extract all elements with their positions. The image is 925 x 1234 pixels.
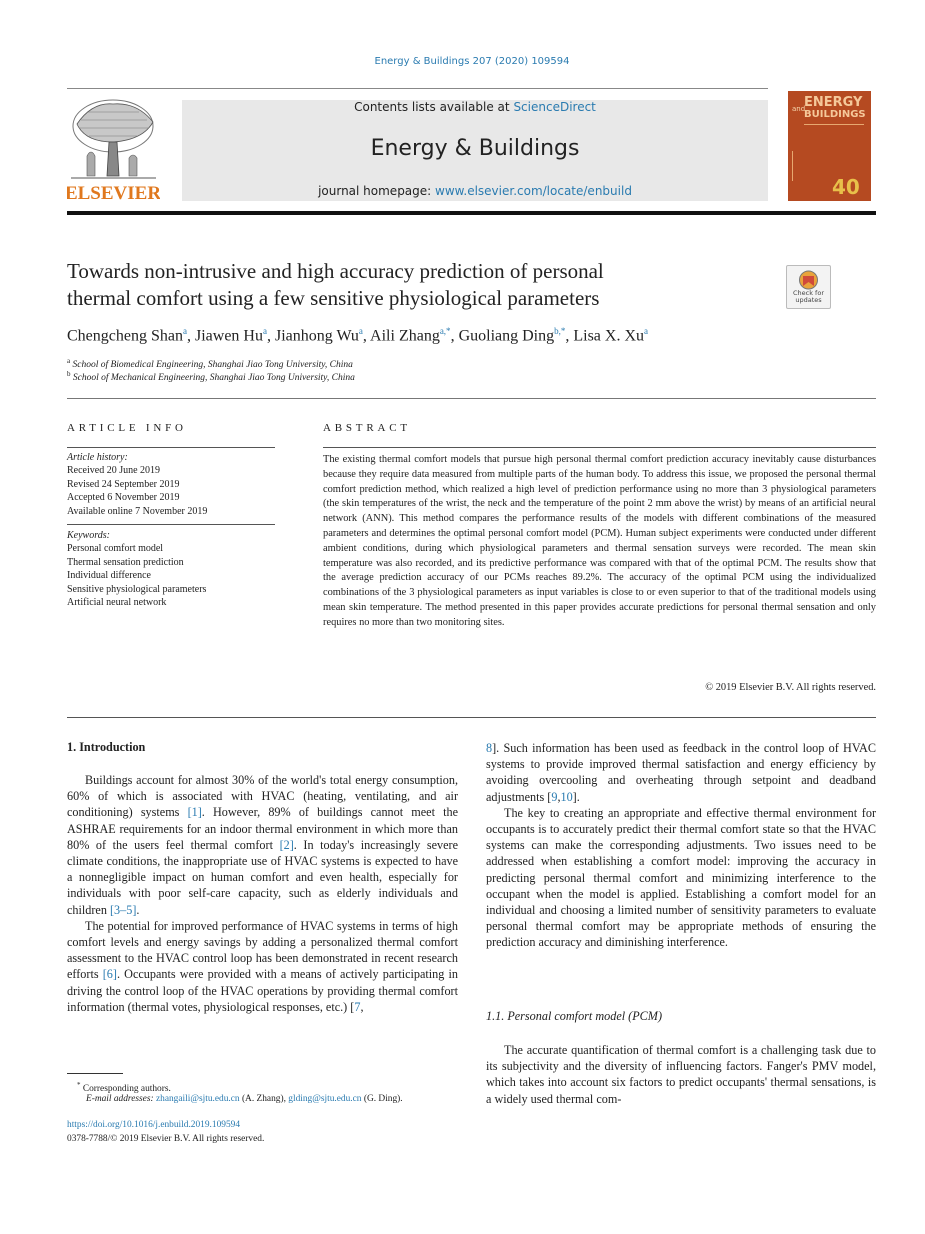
keyword-item: Individual difference xyxy=(67,570,151,582)
article-info-rule xyxy=(67,447,275,448)
paragraph: The potential for improved performance of HVAC systems in terms of high comfort levels and energy savings by adding a personalized thermal comfort assessment to the HVAC control loop has been demonstrated in recent research efforts [6]. Occupants were provided with a means of actively participating in driving the control loop of the HVAC operations by providing thermal comfort information (thermal votes, physiological responses, etc.) [7, xyxy=(67,918,459,1014)
header-rule xyxy=(67,88,768,89)
affiliation-a xyxy=(67,357,353,370)
footnote-mark: * xyxy=(77,1081,81,1089)
cover-badge: 40 xyxy=(832,175,860,199)
email-label: E-mail addresses: xyxy=(86,1094,156,1104)
footnote-corresponding-text: Corresponding authors. xyxy=(82,1084,171,1095)
issn-copyright: 0378-7788/© 2019 Elsevier B.V. All rights reserved. xyxy=(67,1134,265,1144)
history-label: Article history: xyxy=(67,452,128,463)
keyword-item: Artificial neural network xyxy=(67,597,167,609)
email-link[interactable]: glding@sjtu.edu.cn xyxy=(288,1094,362,1104)
homepage-line xyxy=(182,184,768,198)
cover-title-line1: ENERGY xyxy=(804,95,863,110)
author-name[interactable]: Guoliang Ding xyxy=(458,327,555,345)
history-online: Available online 7 November 2019 xyxy=(67,505,208,517)
publisher-logo-text: ELSEVIER xyxy=(67,183,160,202)
abstract-rule xyxy=(323,447,876,448)
citation-link[interactable]: 9 xyxy=(551,789,558,804)
contents-line xyxy=(182,100,768,114)
section-heading-introduction: 1. Introduction xyxy=(67,740,146,754)
body-right-column-continued xyxy=(486,1042,876,1107)
check-for-updates-button[interactable] xyxy=(786,265,831,309)
contents-prefix: Contents lists available at xyxy=(354,100,514,114)
elsevier-logo xyxy=(67,96,160,202)
author-affil-mark: b,* xyxy=(554,326,566,336)
citation-link[interactable]: [1] xyxy=(187,805,202,820)
title-bottom-rule xyxy=(67,398,876,399)
keyword-item: Sensitive physiological parameters xyxy=(67,583,207,595)
citation-link[interactable]: 8 xyxy=(486,741,493,755)
cover-side-lines xyxy=(792,151,811,181)
citation-link[interactable]: [3–5] xyxy=(109,902,137,917)
body-right-column xyxy=(486,740,876,951)
keywords-rule xyxy=(67,524,275,525)
journal-masthead xyxy=(182,100,768,201)
doi-link[interactable]: https://doi.org/10.1016/j.enbuild.2019.109594 xyxy=(67,1120,241,1130)
citation-link[interactable]: 7 xyxy=(354,999,361,1014)
journal-cover xyxy=(788,91,871,201)
affiliation-text: School of Biomedical Engineering, Shanghai Jiao Tong University, China xyxy=(72,360,353,371)
journal-citation[interactable]: Energy & Buildings 207 (2020) 109594 xyxy=(374,56,570,67)
cover-rule xyxy=(804,124,864,125)
journal-name: Energy & Buildings xyxy=(370,136,580,161)
abstract-copyright: © 2019 Elsevier B.V. All rights reserved. xyxy=(705,682,876,693)
citation-link[interactable]: [6] xyxy=(102,967,117,982)
title-line-2: thermal comfort using a few sensitive physiological parameters xyxy=(67,286,600,310)
cover-title-line2: BUILDINGS xyxy=(804,109,866,120)
author-name[interactable]: Chengcheng Shan xyxy=(67,327,183,345)
homepage-prefix: journal homepage: xyxy=(318,184,436,198)
abstract-bottom-rule xyxy=(67,717,876,718)
author-name[interactable]: Aili Zhang xyxy=(370,327,440,345)
keyword-item: Personal comfort model xyxy=(67,543,164,555)
affiliation-text: School of Mechanical Engineering, Shanghai Jiao Tong University, China xyxy=(72,373,355,384)
article-title xyxy=(67,258,767,312)
citation-link[interactable]: 10 xyxy=(560,789,573,804)
keywords xyxy=(67,529,275,609)
cover-prefix: and xyxy=(792,105,806,113)
affiliation-mark: b xyxy=(67,370,71,378)
author-affil-mark: a xyxy=(644,326,649,336)
footnote-emails: E-mail addresses: zhangaili@sjtu.edu.cn (A. Zhang), glding@sjtu.edu.cn (G. Ding). xyxy=(86,1094,403,1104)
masthead-thick-rule xyxy=(67,211,876,215)
author-name[interactable]: Jianhong Wu xyxy=(274,327,359,345)
author-name[interactable]: Lisa X. Xu xyxy=(573,327,645,345)
author-list: Chengcheng Shan$^a$, Jiawen Hu$^a$, Jianhong Wu$^a$, Aili Zhang$^{a,*}$, Guoliang Ding$^{b,*}$, Lisa X. Xu$^a$ xyxy=(67,326,649,345)
keyword-item: Thermal sensation prediction xyxy=(67,556,184,568)
sciencedirect-link[interactable]: ScienceDirect xyxy=(513,100,596,114)
crossmark-line-1: Check for xyxy=(793,289,824,297)
abstract-text: The existing thermal comfort models that pursue high personal thermal comfort prediction accuracy inevitably cause disturbances because they require data measured from multiple parts of the human body. To address this issue, we proposed the personal thermal comfort prediction method, which realized a high level of prediction performance using no more than 3 physiological parameters (the skin temperatures of the wrist, the neck and the temperature of the point 2 mm above the wrist) by means of an artificial neural network (ANN). This method compares the performance results of the models with different combinations of the measured parameters and determines the optimal personal comfort model (PCM). Human subject experiments were conducted under different ambient conditions, during which physiological parameters and thermal sensation surveys were recorded. The mean skin temperature was also recorded, and its predictive performance was compared with that of the optimal PCM. The results show that the average prediction accuracy of our PCMs reaches 89.2%. The accuracy of the optimal PCM using the individualized combinations of the 3 physiological parameters as input variables is close to or even superior to that of the traditional models using mean skin temperature. The method presented in this paper provides accurate predictions for personal thermal sensation and only requires no more than two monitoring sites. xyxy=(323,454,876,628)
elsevier-tree-icon xyxy=(67,96,160,202)
article-info-heading: ARTICLE INFO xyxy=(67,422,187,434)
affiliation-b xyxy=(67,370,355,383)
paragraph: The key to creating an appropriate and effective thermal environment for occupants is to accurately predict their thermal comfort state so that the HVAC systems can make the corresponding adjustments. Two issues need to be addressed when establishing a comfort model: improving the accuracy in predicting personal thermal comfort and minimizing interference to the occupant when the model is applied. Establishing a comfort model for an individual and choosing a limited number of sensitivity parameters to evaluate personal thermal comfort may be appropriate methods of ensuring the prediction accuracy and diminishing interference. xyxy=(486,805,876,950)
abstract-heading: ABSTRACT xyxy=(323,422,411,434)
author-name[interactable]: Jiawen Hu xyxy=(194,327,263,345)
paragraph: Buildings account for almost 30% of the world's total energy consumption, 60% of which is associated with HVAC (heating, ventilating, and air conditioning) systems [1]. However, 89% of buildings cannot meet the ASHRAE requirements for an indoor thermal environment in which more than 80% of the users feel thermal comfort [2]. In today's increasingly severe climate conditions, the inappropriate use of HVAC systems is expected to have a nonnegligible impact on human comfort and even health, especially for individuals with poor self-care capacity, such as elderly individuals and children [3–5]. xyxy=(67,773,459,917)
crossmark-line-2: updates xyxy=(795,296,822,304)
subsection-heading-pcm: 1.1. Personal comfort model (PCM) xyxy=(486,1009,663,1023)
footnote-rule xyxy=(67,1073,123,1074)
history-accepted: Accepted 6 November 2019 xyxy=(67,492,180,504)
body-left-column xyxy=(67,772,458,1015)
history-received: Received 20 June 2019 xyxy=(67,465,161,477)
affiliation-mark: a xyxy=(67,357,71,365)
history-revised: Revised 24 September 2019 xyxy=(67,478,180,490)
homepage-link[interactable]: www.elsevier.com/locate/enbuild xyxy=(435,184,632,198)
author-affil-mark: a xyxy=(358,326,363,336)
citation-link[interactable]: [2] xyxy=(279,837,294,852)
title-line-1: Towards non-intrusive and high accuracy prediction of personal xyxy=(67,259,604,283)
keywords-label: Keywords: xyxy=(67,530,110,541)
author-affil-mark: a,* xyxy=(439,326,451,336)
author-affil-mark: a xyxy=(182,326,187,336)
email-link[interactable]: zhangaili@sjtu.edu.cn xyxy=(155,1094,240,1104)
paragraph: The accurate quantification of thermal comfort is a challenging task due to its subjectivity and the diversity of influencing factors. Fanger's PMV model, which takes into account six factors to predict occupants' thermal sensations, is a widely used thermal com- xyxy=(486,1043,876,1106)
article-history xyxy=(67,451,275,518)
author-affil-mark: a xyxy=(262,326,267,336)
paragraph: 8]. Such information has been used as feedback in the control loop of HVAC systems to provide improved thermal satisfaction and energy efficiency by avoiding overcooling and overheating through setpoint and deadband adjustments [9,10]. xyxy=(486,741,876,804)
